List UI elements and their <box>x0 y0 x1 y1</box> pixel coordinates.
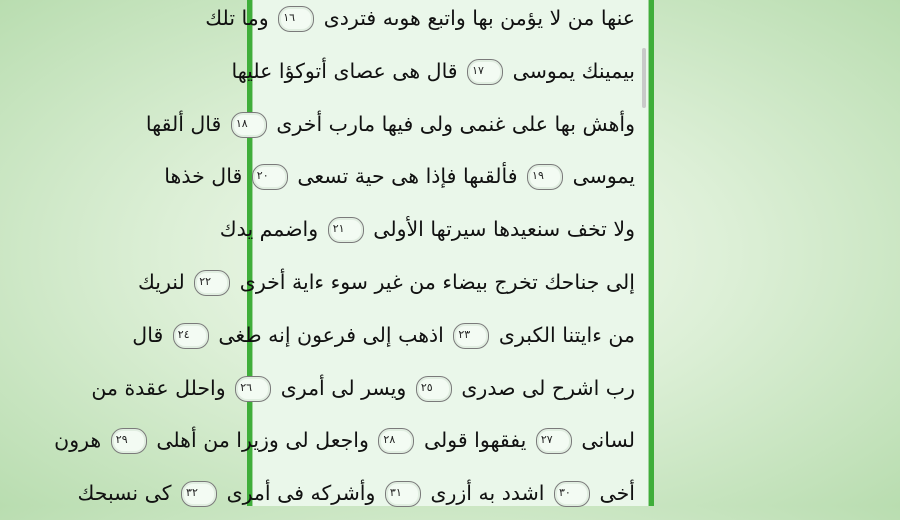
ayah-number-marker: ٢١ <box>328 217 364 243</box>
verse-line <box>145 98 635 151</box>
verse-text: هرون <box>54 428 102 453</box>
ayah-number-marker: ٢٤ <box>173 323 209 349</box>
scrollbar-thumb[interactable] <box>642 48 646 108</box>
verse-line <box>164 150 635 203</box>
verse-text: وما تلك <box>205 6 269 30</box>
verse-text: أخى <box>599 481 635 506</box>
ayah-number-marker: ١٧ <box>467 59 503 85</box>
verse-line <box>137 256 635 309</box>
ayah-number-marker: ٣٠ <box>554 481 590 507</box>
ayah-number-marker: ٢٨ <box>378 428 414 454</box>
verse-text: يفقهوا قولى <box>423 428 527 453</box>
ayah-number-marker: ٢٣ <box>453 323 489 349</box>
ayah-number-marker: ١٩ <box>527 164 563 190</box>
ayah-number-marker: ١٨ <box>231 112 267 138</box>
verse-text: يموسى <box>572 164 635 189</box>
verse-text: واحلل عقدة من <box>91 375 226 400</box>
verse-text: ولا تخف سنعيدها سيرتها الأولى <box>373 217 635 242</box>
ayah-number-marker: ٢٢ <box>194 270 230 296</box>
verse-text: قال هى عصاى أتوكؤا عليها <box>231 58 458 83</box>
verse-line <box>77 467 635 520</box>
verse-text: إلى جناحك تخرج بيضاء من غير سوء ءاية أخرى <box>239 269 635 294</box>
verse-line <box>219 203 635 256</box>
verse-text: لسانى <box>581 428 635 453</box>
verse-text: قال خذها <box>164 164 243 189</box>
verse-text: قال ألقها <box>145 111 222 136</box>
verse-line <box>54 414 635 467</box>
mushaf-page <box>54 0 654 506</box>
verse-line <box>91 362 635 415</box>
verse-text: اشدد به أزرى <box>430 481 545 506</box>
verse-text: وأهش بها على غنمى ولى فيها مارب أخرى <box>276 111 635 136</box>
verse-text: لنريك <box>137 269 185 294</box>
verse-line <box>205 0 635 45</box>
verse-text: واجعل لى وزيرا من أهلى <box>156 428 369 453</box>
verse-text: كى نسبحك <box>77 481 172 506</box>
verse-line <box>132 309 635 362</box>
verse-lines <box>54 0 635 520</box>
verse-text: من ءايتنا الكبرى <box>498 322 635 347</box>
verse-text: ويسر لى أمرى <box>280 375 407 400</box>
verse-text: قال <box>132 322 164 347</box>
verse-text: بيمينك يموسى <box>512 58 635 83</box>
verse-text: فألقىها فإذا هى حية تسعى <box>297 164 518 189</box>
ayah-number-marker: ٢٥ <box>416 376 452 402</box>
ayah-number-marker: ٢٧ <box>536 428 572 454</box>
verse-text: رب اشرح لى صدرى <box>461 375 635 400</box>
ayah-number-marker: ٣١ <box>385 481 421 507</box>
verse-line <box>231 45 635 98</box>
verse-text: وأشركه فى أمرى <box>226 481 376 506</box>
ayah-number-marker: ٢٩ <box>111 428 147 454</box>
verse-text: واضمم يدك <box>219 217 319 242</box>
verse-text: اذهب إلى فرعون إنه طغى <box>218 322 444 347</box>
ayah-number-marker: ٣٢ <box>181 481 217 507</box>
ayah-number-marker: ٢٦ <box>235 376 271 402</box>
ayah-number-marker: ٢٠ <box>252 164 288 190</box>
ayah-number-marker: ١٦ <box>278 6 314 32</box>
verse-text: عنها من لا يؤمن بها واتبع هوىه فتردى <box>323 6 635 30</box>
